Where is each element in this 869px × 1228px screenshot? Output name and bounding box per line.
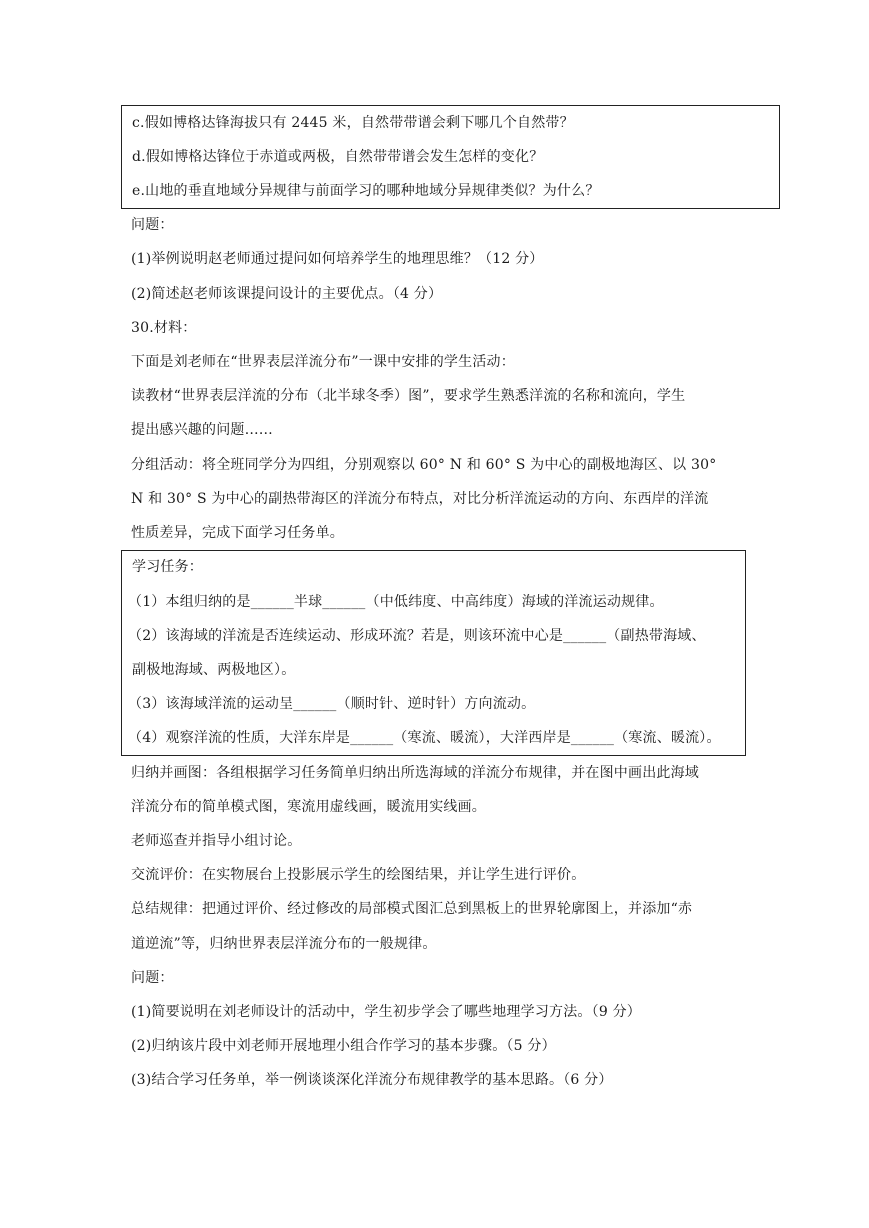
teacher-patrol: 老师巡查并指导小组讨论。 xyxy=(131,833,302,849)
task-item-1: （1）本组归纳的是______半球______（中低纬度、中高纬度）海域的洋流运动规律。 xyxy=(128,594,664,610)
q30-question-1: (1)简要说明在刘老师设计的活动中，学生初步学会了哪些地理学习方法。（9 分） xyxy=(131,1004,641,1020)
q29-question-label: 问题： xyxy=(131,217,174,233)
box1-line-d: d.假如博格达锋位于赤道或两极，自然带带谱会发生怎样的变化？ xyxy=(132,149,544,165)
q30-group-line-3: 性质差异，完成下面学习任务单。 xyxy=(131,525,344,541)
q30-question-3: (3)结合学习任务单，举一例谈谈深化洋流分布规律教学的基本思路。（6 分） xyxy=(131,1072,613,1088)
conclusion-line-1: 总结规律：把通过评价、经过修改的局部模式图汇总到黑板上的世界轮廓图上，并添加“赤 xyxy=(131,901,693,917)
q29-question-2: (2)简述赵老师该课提问设计的主要优点。（4 分） xyxy=(131,286,443,302)
box1-line-c: c.假如博格达锋海拔只有 2445 米，自然带带谱会剩下哪几个自然带？ xyxy=(132,115,574,131)
task-item-4: （4）观察洋流的性质，大洋东岸是______（寒流、暖流），大洋西岸是______（寒流、暖流）。 xyxy=(128,730,721,746)
q29-question-1: (1)举例说明赵老师通过提问如何培养学生的地理思维？（12 分） xyxy=(131,251,544,267)
q30-question-label: 问题： xyxy=(131,970,174,986)
q30-header: 30.材料： xyxy=(131,320,197,336)
learning-task-box xyxy=(121,550,746,756)
q30-group-line-1: 分组活动：将全班同学分为四组，分别观察以 60° N 和 60° S 为中心的副极地海区、以 30° xyxy=(131,457,717,473)
q30-intro: 下面是刘老师在“世界表层洋流分布”一课中安排的学生活动： xyxy=(131,354,515,370)
q30-question-2: (2)归纳该片段中刘老师开展地理小组合作学习的基本步骤。（5 分） xyxy=(131,1038,556,1054)
task-item-2-line-1: （2）该海域的洋流是否连续运动、形成环流？若是，则该环流中心是______（副热带海域、 xyxy=(128,628,706,644)
task-item-2-line-2: 副极地海域、两极地区）。 xyxy=(132,662,296,678)
q30-group-line-2: N 和 30° S 为中心的副热带海区的洋流分布特点，对比分析洋流运动的方向、东西岸的洋流 xyxy=(131,491,709,507)
box1-line-e: e.山地的垂直地域分异规律与前面学习的哪种地域分异规律类似？为什么？ xyxy=(132,183,600,199)
q30-read-line-1: 读教材“世界表层洋流的分布（北半球冬季）图”，要求学生熟悉洋流的名称和流向，学生 xyxy=(131,388,686,404)
q30-read-line-2: 提出感兴趣的问题…… xyxy=(131,422,273,438)
conclusion-line-2: 道逆流”等，归纳世界表层洋流分布的一般规律。 xyxy=(131,936,437,952)
summary-line-2: 洋流分布的简单模式图，寒流用虚线画，暖流用实线画。 xyxy=(131,799,486,815)
summary-line-1: 归纳并画图：各组根据学习任务简单归纳出所选海域的洋流分布规律，并在图中画出此海域 xyxy=(131,765,699,781)
task-item-3: （3）该海域洋流的运动呈______（顺时针、逆时针）方向流动。 xyxy=(128,696,536,712)
exchange-evaluation: 交流评价：在实物展台上投影展示学生的绘图结果，并让学生进行评价。 xyxy=(131,867,586,883)
task-title: 学习任务： xyxy=(132,559,203,575)
